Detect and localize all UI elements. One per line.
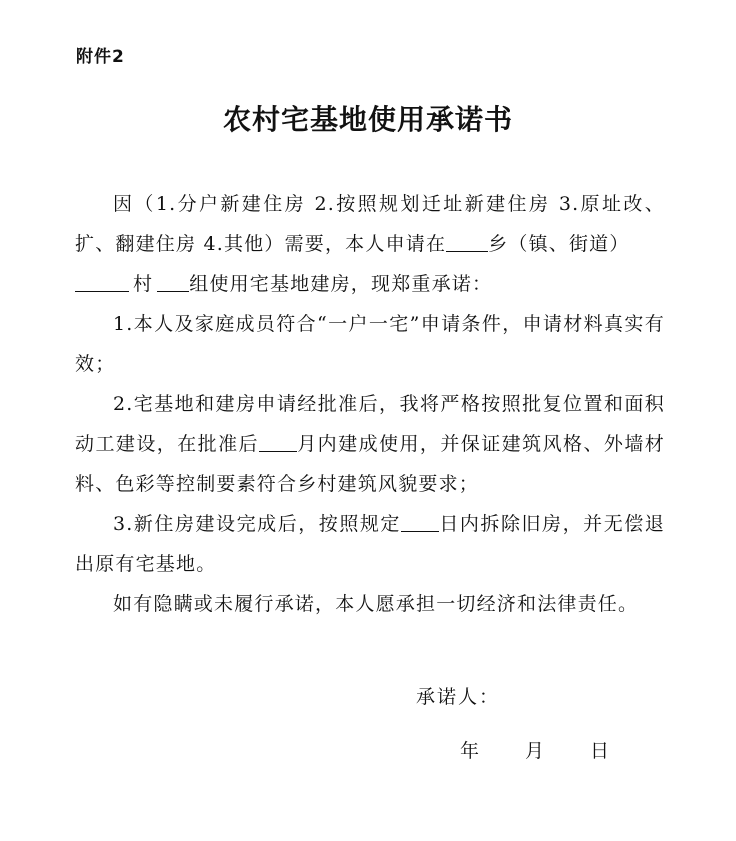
- blank-village: [75, 272, 129, 292]
- p4-text-a: 3.新住房建设完成后，按照规定: [113, 513, 401, 535]
- p3-text-b: 月内建成使用，并保证建筑风格、外墙材料、色彩等控制要素符合乡村建筑风貌要求；: [75, 433, 665, 495]
- p4-text-b: 日内拆除旧房，并无偿退出原有宅基地。: [75, 513, 665, 575]
- paragraph-liability: 如有隐瞒或未履行承诺，本人愿承担一切经济和法律责任。: [113, 593, 639, 615]
- p1-text-d: 组使用宅基地建房，现郑重承诺：: [189, 273, 493, 295]
- paragraph-pledge-2: [75, 384, 665, 504]
- signer-label: 承诺人：: [416, 686, 501, 708]
- document-body: [75, 184, 665, 624]
- annex-label: 附件2: [76, 47, 125, 67]
- p3-text-a: 2.宅基地和建房申请经批准后，我将严格按照批复位置和面积动工建设，在批准后: [75, 393, 665, 455]
- paragraph-pledge-3: [75, 504, 665, 584]
- date-year: 年: [460, 740, 480, 762]
- paragraph-application: [75, 184, 665, 304]
- paragraph-pledge-1: 1.本人及家庭成员符合“一户一宅”申请条件，申请材料真实有效；: [75, 313, 665, 375]
- date-day: 日: [590, 740, 610, 762]
- blank-month: [259, 432, 297, 452]
- p1-text-b: 乡（镇、街道）: [488, 233, 630, 255]
- document-title: 农村宅基地使用承诺书: [222, 103, 513, 136]
- date-month: 月: [525, 740, 545, 762]
- date-line: [460, 736, 609, 763]
- blank-town: [446, 232, 488, 252]
- blank-day: [401, 512, 439, 532]
- p1-text-c: 村: [133, 273, 154, 295]
- p1-text-a: 因（1.分户新建住房 2.按照规划迁址新建住房 3.原址改、扩、翻建住房 4.其他）需要，本人申请在: [75, 193, 665, 255]
- blank-group: [157, 272, 189, 292]
